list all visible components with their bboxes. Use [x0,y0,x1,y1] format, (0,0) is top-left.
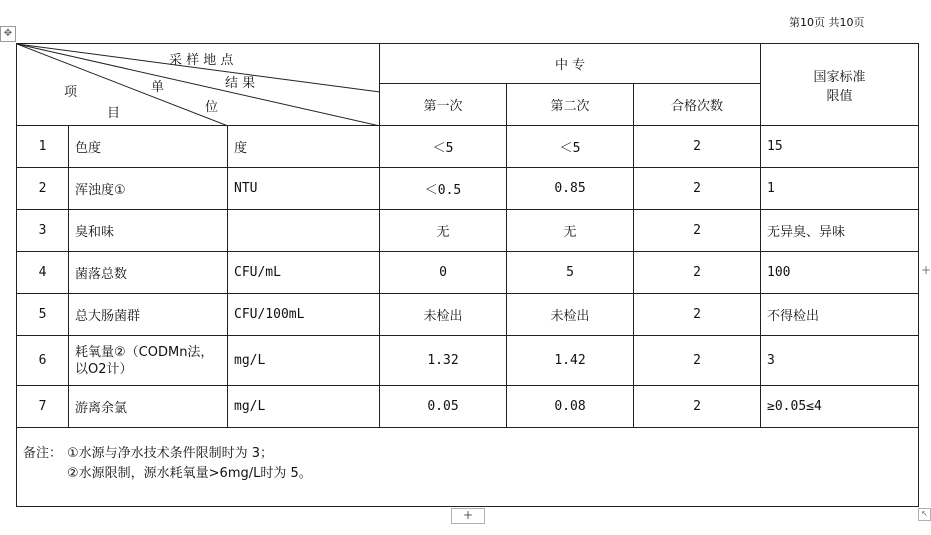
table-move-handle-icon[interactable]: ✥ [0,26,16,42]
add-column-icon[interactable]: + [921,263,931,277]
standard-limit: 无异臭、异味 [761,210,919,252]
pass-count: 2 [634,210,761,252]
item-unit: CFU/100mL [228,294,380,336]
header-result: 结 果 [225,76,256,91]
second-header: 第二次 [507,84,634,126]
row-number: 3 [17,210,69,252]
standard-limit: 100 [761,252,919,294]
row-number: 6 [17,336,69,386]
item-unit: 度 [228,126,380,168]
add-row-button[interactable]: + [451,508,485,524]
table-row [17,252,919,294]
item-name: 耗氧量②（CODMn法，以O2计） [69,336,228,386]
header-unit: 单 [151,80,165,95]
standard-limit: 1 [761,168,919,210]
second-value: 0.08 [507,386,634,428]
item-name: 总大肠菌群 [69,294,228,336]
notes-row [17,428,919,507]
first-value: ＜0.5 [380,168,507,210]
standard-limit: 不得检出 [761,294,919,336]
first-header: 第一次 [380,84,507,126]
item-name: 浑浊度① [69,168,228,210]
header-unit-2: 位 [205,100,219,115]
second-value: 未检出 [507,294,634,336]
table-row [17,126,919,168]
notes-cell [17,428,919,507]
page-number: 第10页 共10页 [789,16,865,29]
row-number: 4 [17,252,69,294]
water-quality-table [16,43,919,507]
pass-count-header: 合格次数 [634,84,761,126]
first-value: ＜5 [380,126,507,168]
standard-limit: ≥0.05≤4 [761,386,919,428]
note-line-2: ②水源限制，源水耗氧量>6mg/L时为 5。 [67,466,312,481]
second-value: ＜5 [507,126,634,168]
table-row [17,294,919,336]
notes-label: 备注： [23,446,63,461]
item-unit [228,210,380,252]
item-unit: CFU/mL [228,252,380,294]
standard-header [761,44,919,126]
row-number: 7 [17,386,69,428]
row-number: 2 [17,168,69,210]
header-sampling-location: 采 样 地 点 [169,53,234,68]
resize-handle-icon[interactable]: ↖ [918,508,931,521]
second-value: 无 [507,210,634,252]
diagonal-header-cell [17,44,380,126]
table-row [17,168,919,210]
table-row [17,386,919,428]
note-line-1: ①水源与净水技术条件限制时为 3； [67,446,274,461]
location-header: 中 专 [380,44,761,84]
header-item-2: 目 [107,106,121,121]
second-value: 0.85 [507,168,634,210]
item-name: 色度 [69,126,228,168]
pass-count: 2 [634,386,761,428]
header-item: 项 [64,85,78,100]
item-unit: mg/L [228,336,380,386]
pass-count: 2 [634,294,761,336]
table-row [17,210,919,252]
second-value: 1.42 [507,336,634,386]
row-number: 5 [17,294,69,336]
table-row [17,336,919,386]
item-name: 臭和味 [69,210,228,252]
item-name: 菌落总数 [69,252,228,294]
pass-count: 2 [634,126,761,168]
item-unit: NTU [228,168,380,210]
first-value: 无 [380,210,507,252]
pass-count: 2 [634,252,761,294]
standard-header-line1: 国家标准 [813,69,866,85]
first-value: 0 [380,252,507,294]
item-unit: mg/L [228,386,380,428]
first-value: 0.05 [380,386,507,428]
pass-count: 2 [634,168,761,210]
pass-count: 2 [634,336,761,386]
standard-header-line2: 限值 [826,88,853,104]
row-number: 1 [17,126,69,168]
first-value: 1.32 [380,336,507,386]
item-name: 游离余氯 [69,386,228,428]
second-value: 5 [507,252,634,294]
standard-limit: 3 [761,336,919,386]
standard-limit: 15 [761,126,919,168]
first-value: 未检出 [380,294,507,336]
